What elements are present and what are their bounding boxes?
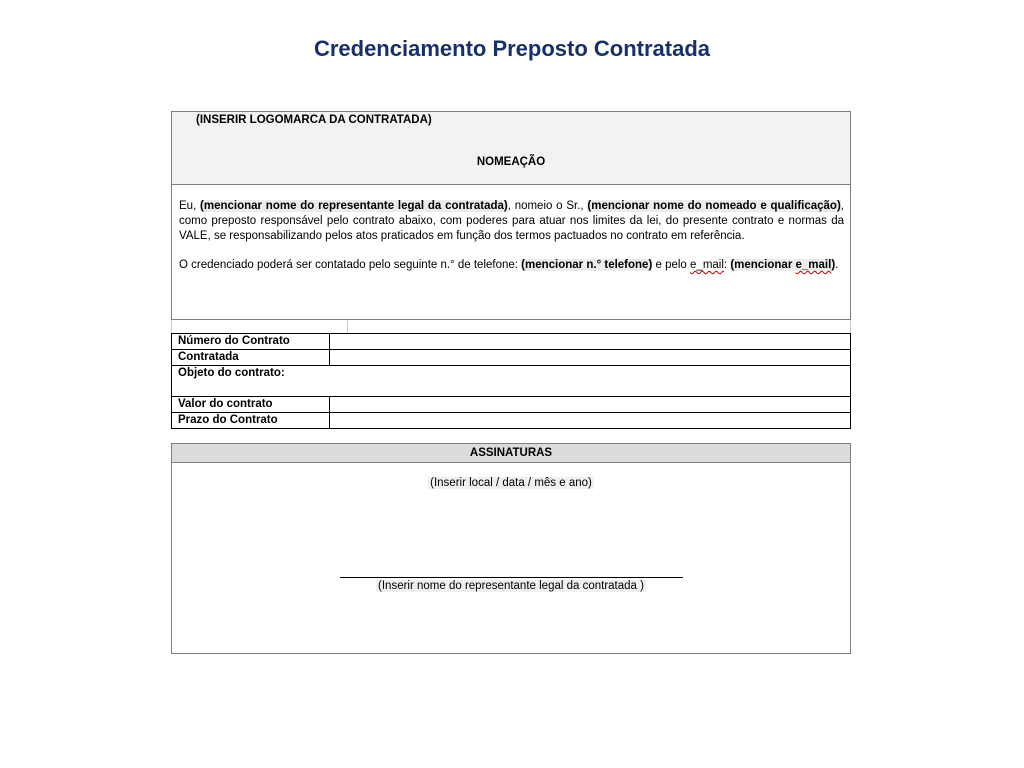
table-row	[172, 412, 850, 428]
signature-line	[340, 577, 683, 578]
rep-name-placeholder: (mencionar nome do representante legal da contratada)	[200, 200, 508, 212]
valor-contrato-field[interactable]	[330, 397, 850, 412]
contratada-label: Contratada	[172, 350, 330, 365]
table-row	[172, 334, 850, 349]
objeto-contrato-label: Objeto do contrato:	[178, 367, 285, 379]
nomeacao-title: NOMEAÇÃO	[476, 156, 546, 168]
table-row	[172, 349, 850, 365]
contratada-field[interactable]	[330, 350, 850, 365]
signatures-section	[171, 463, 851, 654]
appointment-text	[171, 185, 851, 320]
email-placeholder: (mencionar e_mail)	[730, 259, 836, 271]
contract-info-table	[171, 333, 851, 429]
logo-placeholder: (INSERIR LOGOMARCA DA CONTRATADA)	[196, 114, 432, 126]
credential-form	[171, 111, 851, 654]
local-date-placeholder: (Inserir local / data / mês e ano)	[430, 477, 592, 489]
phone-placeholder: (mencionar n.° telefone)	[521, 259, 653, 271]
representative-name-placeholder: (Inserir nome do representante legal da contratada )	[378, 580, 644, 592]
numero-contrato-label: Número do Contrato	[172, 334, 330, 349]
numero-contrato-field[interactable]	[330, 334, 850, 349]
page-title: Credenciamento Preposto Contratada	[313, 36, 711, 61]
prazo-contrato-label: Prazo do Contrato	[172, 413, 330, 428]
prazo-contrato-field[interactable]	[330, 413, 850, 428]
form-header	[171, 111, 851, 185]
contact-paragraph: O credenciado poderá ser contatado pelo seguinte n.° de telefone: (mencionar n.° telefone) e pelo e_mail: (mencionar e_mail).	[179, 259, 839, 271]
signatures-header: ASSINATURAS	[171, 443, 851, 463]
table-row	[172, 396, 850, 412]
appointment-paragraph: Eu, (mencionar nome do representante legal da contratada), nomeio o Sr., (mencionar nome do nomeado e qualificação), como preposto responsável pelo contrato abaixo, com poderes para atuar nos limites da lei, do presente contrato e normas da VALE, se responsabilizando pelos atos praticados em função dos termos pactuados no contrato em referência.	[179, 200, 844, 242]
table-row	[172, 365, 850, 396]
valor-contrato-label: Valor do contrato	[172, 397, 330, 412]
nominee-placeholder: (mencionar nome do nomeado e qualificação)	[587, 200, 841, 212]
spacer-row	[171, 320, 851, 333]
